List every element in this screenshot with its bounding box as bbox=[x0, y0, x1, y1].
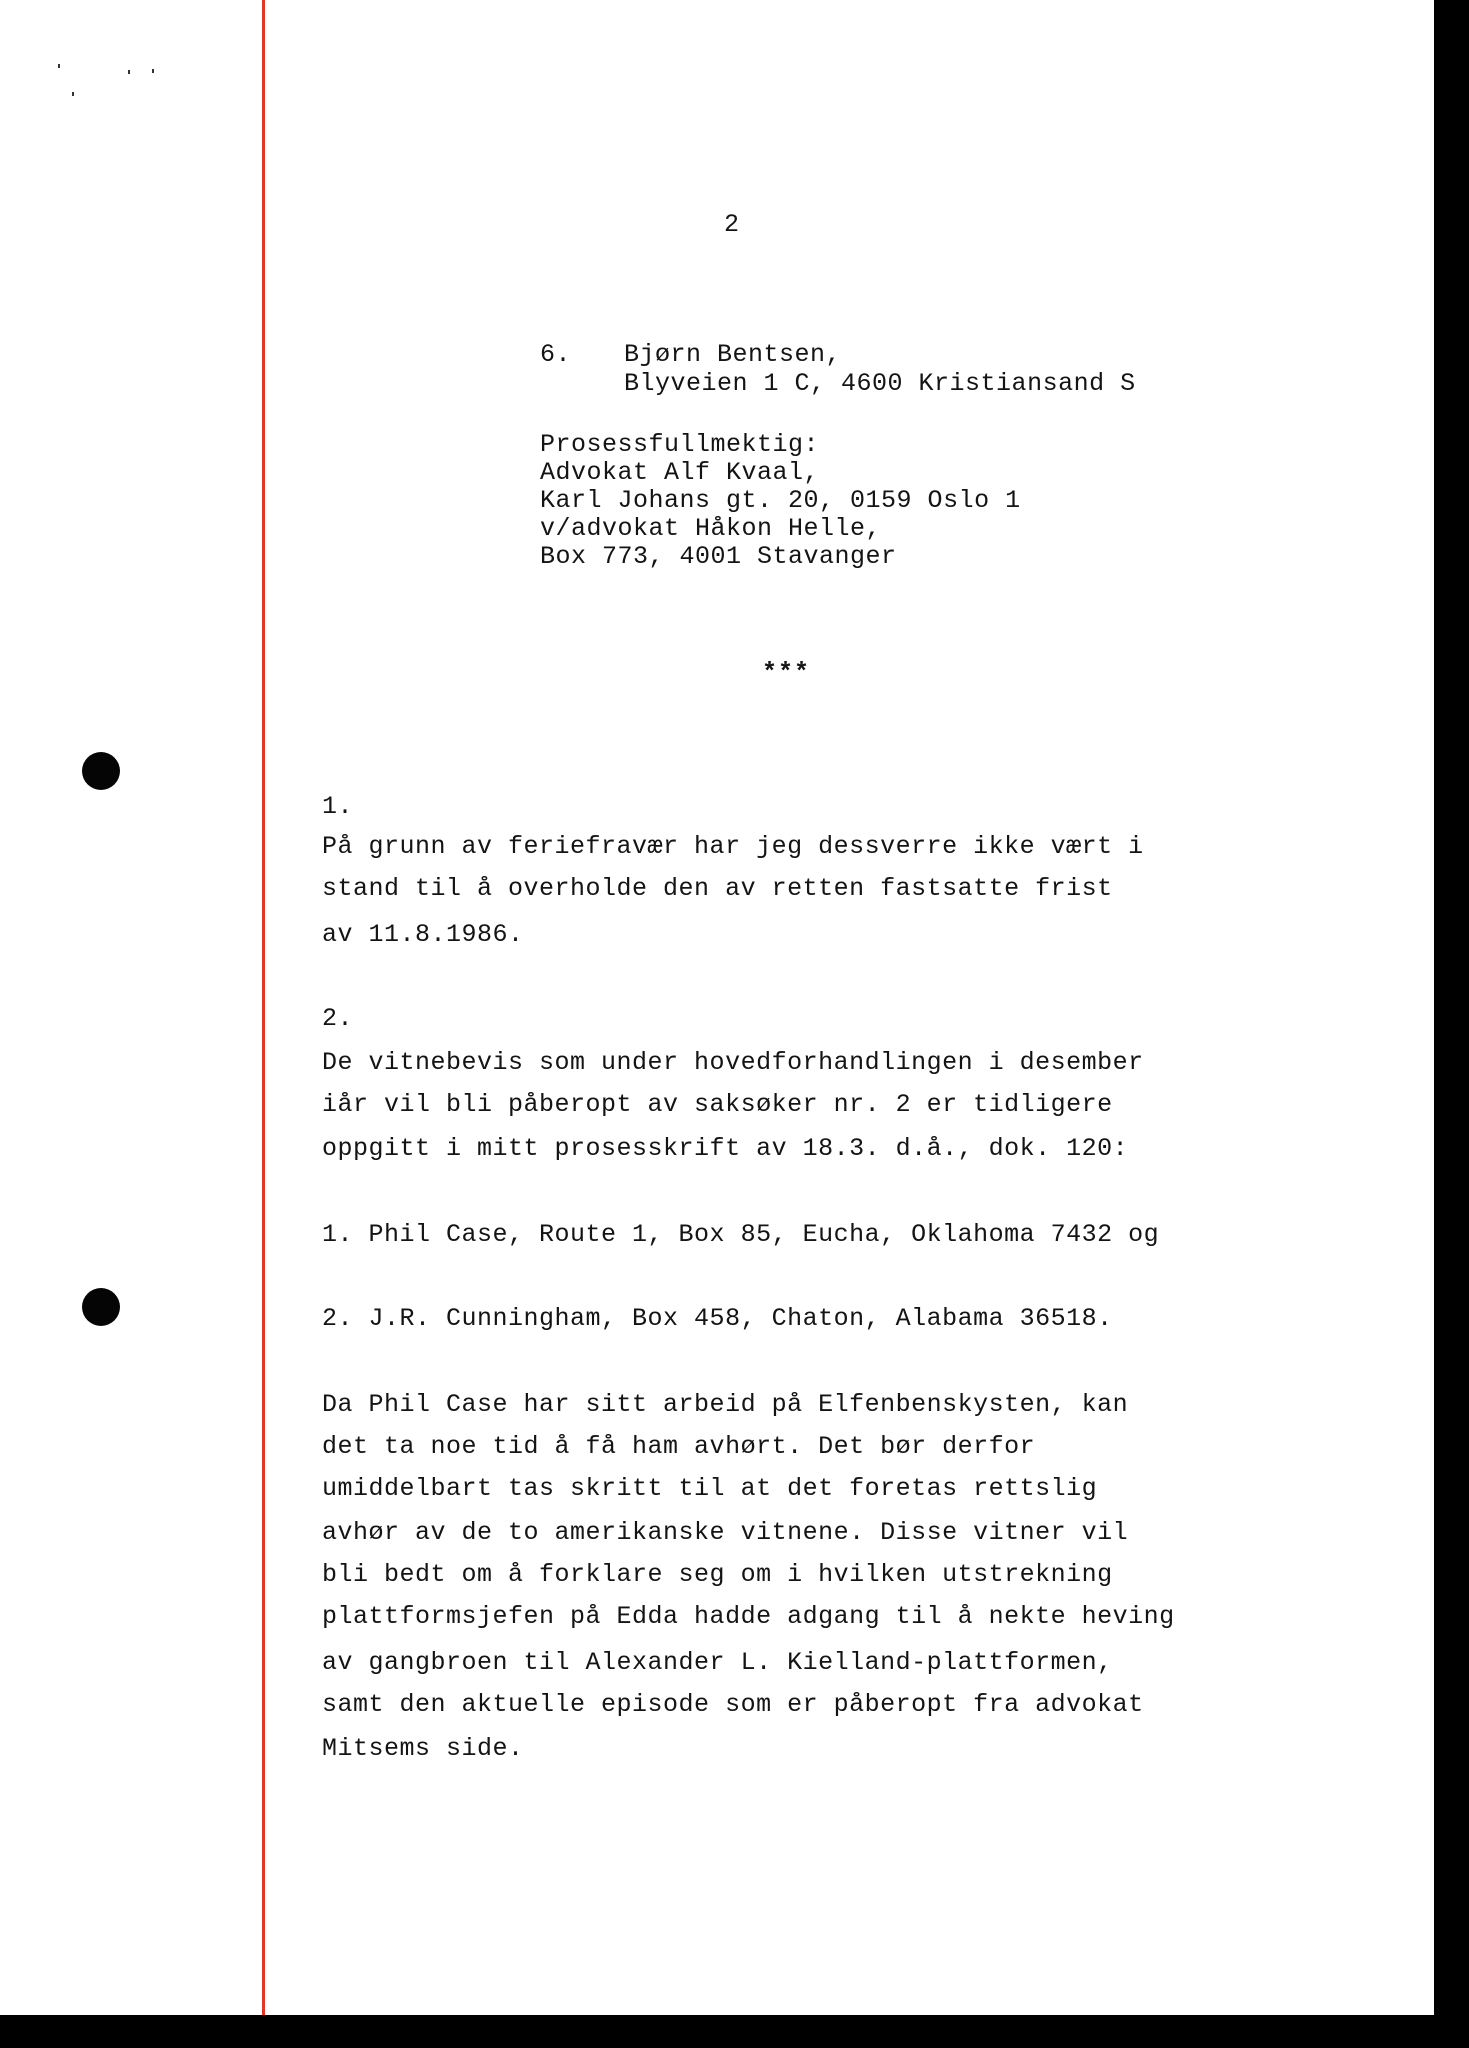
red-margin-line bbox=[262, 0, 265, 2015]
scan-speck bbox=[152, 69, 154, 73]
counsel-line: Karl Johans gt. 20, 0159 Oslo 1 bbox=[540, 486, 1021, 515]
body-line: iår vil bli påberopt av saksøker nr. 2 er tidligere bbox=[322, 1090, 1113, 1119]
body-line: avhør av de to amerikanske vitnene. Disse vitner vil bbox=[322, 1518, 1129, 1547]
counsel-line: Box 773, 4001 Stavanger bbox=[540, 542, 897, 571]
body-line: plattformsjefen på Edda hadde adgang til å nekte heving bbox=[322, 1602, 1175, 1631]
section-number: 2. bbox=[322, 1004, 354, 1033]
counsel-heading: Prosessfullmektig: bbox=[540, 430, 820, 459]
page-number: 2 bbox=[724, 210, 740, 239]
body-line: stand til å overholde den av retten fastsatte frist bbox=[322, 874, 1113, 903]
section-separator: *** bbox=[762, 658, 811, 687]
body-line: oppgitt i mitt prosesskrift av 18.3. d.å., dok. 120: bbox=[322, 1134, 1129, 1163]
body-line: av 11.8.1986. bbox=[322, 920, 524, 949]
scan-speck bbox=[128, 70, 130, 74]
section-number: 1. bbox=[322, 792, 354, 821]
party-address: Blyveien 1 C, 4600 Kristiansand S bbox=[624, 369, 1136, 398]
body-line: De vitnebevis som under hovedforhandlingen i desember bbox=[322, 1048, 1144, 1077]
counsel-line: Advokat Alf Kvaal, bbox=[540, 458, 820, 487]
punch-hole-bottom bbox=[82, 1288, 120, 1326]
punch-hole-top bbox=[82, 752, 120, 790]
party-number: 6. bbox=[540, 340, 572, 369]
counsel-line: v/advokat Håkon Helle, bbox=[540, 514, 882, 543]
body-line: av gangbroen til Alexander L. Kielland-plattformen, bbox=[322, 1648, 1113, 1677]
body-line: Da Phil Case har sitt arbeid på Elfenbenskysten, kan bbox=[322, 1390, 1129, 1419]
witness-line: 1. Phil Case, Route 1, Box 85, Eucha, Oklahoma 7432 og bbox=[322, 1220, 1160, 1249]
body-line: På grunn av feriefravær har jeg dessverre ikke vært i bbox=[322, 832, 1144, 861]
body-line: Mitsems side. bbox=[322, 1734, 524, 1763]
body-line: samt den aktuelle episode som er påberopt fra advokat bbox=[322, 1690, 1144, 1719]
party-name: Bjørn Bentsen, bbox=[624, 340, 842, 369]
witness-line: 2. J.R. Cunningham, Box 458, Chaton, Alabama 36518. bbox=[322, 1304, 1113, 1333]
scan-speck bbox=[58, 64, 60, 68]
body-line: bli bedt om å forklare seg om i hvilken utstrekning bbox=[322, 1560, 1113, 1589]
scan-speck bbox=[72, 92, 74, 96]
body-line: umiddelbart tas skritt til at det foretas rettslig bbox=[322, 1474, 1098, 1503]
body-line: det ta noe tid å få ham avhørt. Det bør derfor bbox=[322, 1432, 1036, 1461]
